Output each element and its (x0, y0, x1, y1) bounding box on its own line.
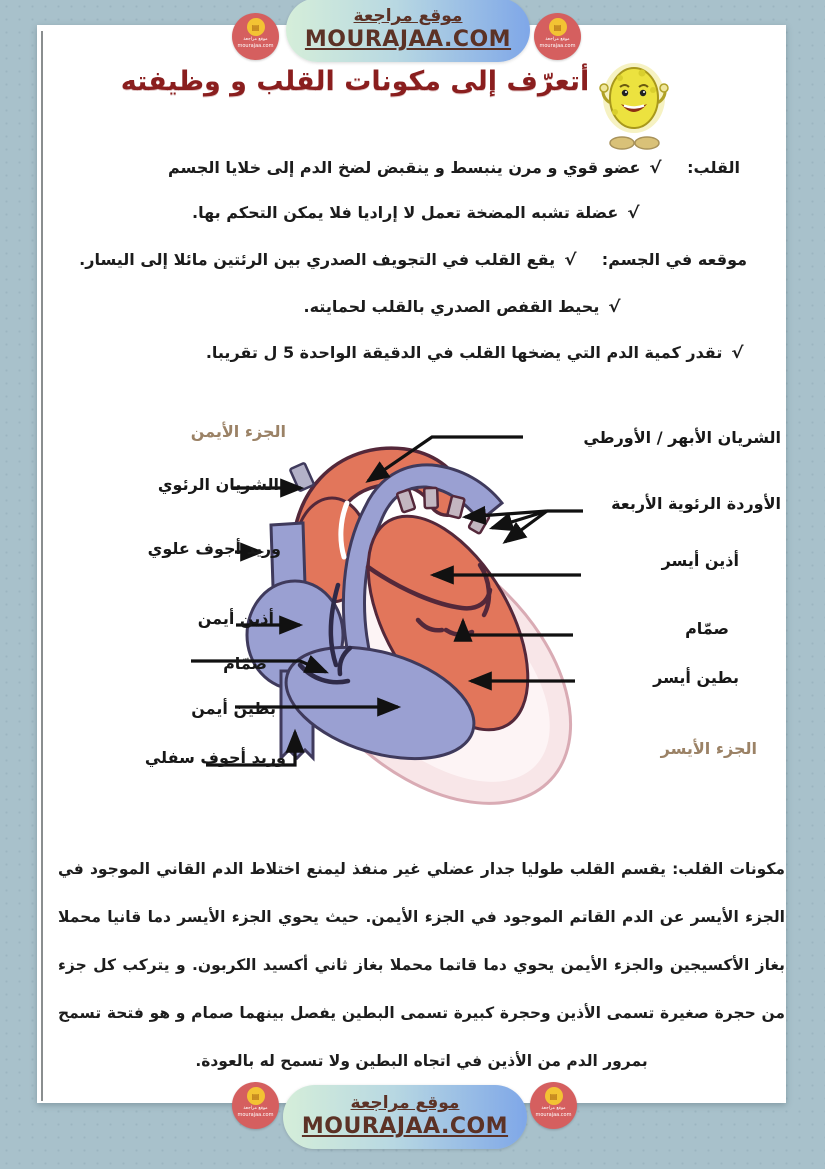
badge-site-name: موقع مراجعة (541, 1106, 566, 1111)
check-mark: √ (627, 203, 640, 222)
fact-line (206, 343, 743, 362)
diagram-heading-left-part: الجزء الأيسر (660, 739, 757, 758)
fact-text: عضلة تشبه المضخة تعمل لا إراديا فلا يمكن التحكم بها. (192, 203, 619, 222)
site-logo-badge (534, 13, 581, 60)
fact-text: تقدر كمية الدم التي يضخها القلب في الدقيقة الواحدة 5 ل تقريبا. (205, 343, 723, 362)
label-left-ventricle: بطين أيسر (653, 668, 739, 687)
badge-site-url: mourajaa.com (539, 42, 576, 49)
label-inferior-vena-cava: وريد أجوف سفلي (144, 748, 286, 767)
fact-label: موقعه في الجسم: (601, 250, 747, 269)
badge-site-url: mourajaa.com (237, 1111, 274, 1118)
book-icon: ▤ (549, 18, 567, 36)
fact-line (304, 297, 620, 316)
site-logo-badge (232, 13, 279, 60)
badge-site-name: موقع مراجعة (243, 1106, 268, 1111)
page-title: أتعرّف إلى مكونات القلب و وظيفته (120, 66, 590, 97)
label-valve-left: صمّام (685, 619, 729, 638)
fact-text: يقع القلب في التجويف الصدري بين الرئتين مائلا إلى اليسار. (79, 250, 556, 269)
badge-site-url: mourajaa.com (237, 42, 274, 49)
site-logo-badge (530, 1082, 577, 1129)
site-name-arabic: موقع مراجعة (350, 1093, 460, 1114)
label-aorta: الشريان الأبهر / الأورطي (583, 428, 781, 447)
badge-site-name: موقع مراجعة (545, 37, 570, 42)
fact-line (192, 203, 639, 222)
label-valve-right: صمّام (223, 654, 267, 673)
label-pulmonary-artery: الشريان الرئوي (157, 475, 279, 494)
site-url: MOURAJAA.COM (301, 1114, 509, 1140)
book-icon: ▤ (247, 1087, 265, 1105)
fact-line (79, 250, 747, 269)
check-mark: √ (731, 343, 744, 362)
header-site-banner (286, 0, 530, 62)
fact-text: يحيط القفص الصدري بالقلب لحمايته. (303, 297, 600, 316)
heart-components-paragraph: مكونات القلب: يقسم القلب طوليا جدار عضلي غير منفذ ليمنع اختلاط الدم القاني الموجود في الجزء الأيسر عن الدم القاتم الموجود في الجزء الأيمن. حيث يحوي الجزء الأيسر دما قانيا محملا بغاز الأكسيجين والجزء الأيمن يحوي دما قاتما محملا بغاز ثاني أكسيد الكربون. و يتركب كل جزء من حجرة صغيرة تسمى الأذين وحجرة كبيرة تسمى البطين يفصل بينهما صمام و هو فتحة تسمح بمرور الدم من الأذين في اتجاه البطين ولا تسمح له بالعودة. (58, 860, 785, 1070)
site-logo-badge (232, 1082, 279, 1129)
footer-site-banner (283, 1085, 527, 1149)
label-right-ventricle: بطين أيمن (191, 699, 276, 718)
fact-label: القلب: (687, 158, 740, 177)
check-mark: √ (608, 297, 621, 316)
badge-site-url: mourajaa.com (535, 1111, 572, 1118)
label-superior-vena-cava: وريد أجوف علوي (147, 539, 281, 558)
site-url: MOURAJAA.COM (304, 27, 512, 53)
label-left-atrium: أذين أيسر (661, 551, 739, 570)
site-name-arabic: موقع مراجعة (353, 6, 463, 27)
fact-line (168, 158, 740, 177)
badge-site-name: موقع مراجعة (243, 37, 268, 42)
book-icon: ▤ (247, 18, 265, 36)
book-icon: ▤ (545, 1087, 563, 1105)
label-four-pulmonary-veins: الأوردة الرئوية الأربعة (611, 494, 781, 513)
check-mark: √ (649, 158, 662, 177)
diagram-heading-right-part: الجزء الأيمن (190, 422, 286, 441)
label-right-atrium: أذين أيمن (197, 609, 274, 628)
check-mark: √ (564, 250, 577, 269)
fact-text: عضو قوي و مرن ينبسط و ينقبض لضخ الدم إلى خلايا الجسم (167, 158, 641, 177)
smiley-mascot-icon (598, 60, 670, 156)
